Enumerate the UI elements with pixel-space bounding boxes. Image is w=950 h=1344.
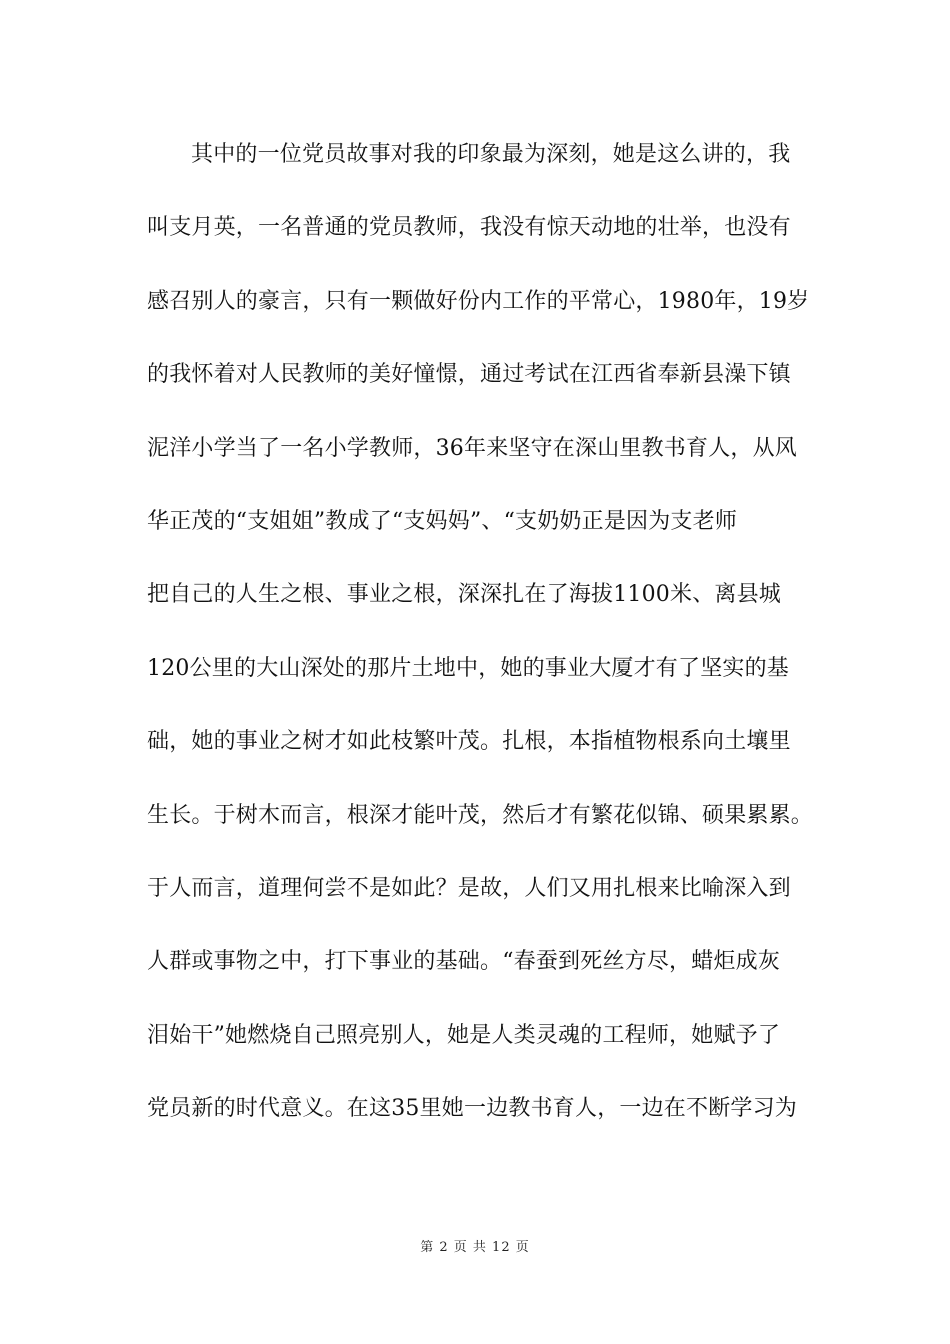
text-line: 120公里的大山深处的那片土地中，她的事业大厦才有了坚实的基 bbox=[147, 655, 789, 681]
text-line: 感召别人的豪言，只有一颗做好份内工作的平常心，1980年，19岁 bbox=[147, 288, 810, 314]
text-line: 叫支月英，一名普通的党员教师，我没有惊天动地的壮举，也没有 bbox=[147, 215, 791, 241]
text-line: 其中的一位党员故事对我的印象最为深刻，她是这么讲的，我 bbox=[191, 142, 791, 167]
text-line: 础，她的事业之树才如此枝繁叶茂。扎根，本指植物根系向土壤里 bbox=[147, 729, 791, 755]
text-line: 生长。于树木而言，根深才能叶茂，然后才有繁花似锦、硕果累累。 bbox=[147, 802, 814, 828]
body-paragraph bbox=[147, 132, 817, 1159]
text-line: 泪始干”她燃烧自己照亮别人，她是人类灵魂的工程师，她赋予了 bbox=[147, 1022, 781, 1048]
text-line: 泥洋小学当了一名小学教师，36年来坚守在深山里教书育人，从风 bbox=[147, 435, 797, 461]
text-line: 人群或事物之中，打下事业的基础。“春蚕到死丝方尽，蜡炬成灰 bbox=[147, 949, 781, 975]
page-number-footer: 第 2 页 共 12 页 bbox=[420, 1240, 530, 1255]
text-line: 把自己的人生之根、事业之根，深深扎在了海拔1100米、离县城 bbox=[147, 582, 781, 608]
text-line: 华正茂的“支姐姐”教成了“支妈妈”、“支奶奶正是因为支老师 bbox=[147, 508, 738, 534]
text-line: 党员新的时代意义。在这35里她一边教书育人，一边在不断学习为 bbox=[147, 1096, 797, 1122]
text-line: 的我怀着对人民教师的美好憧憬，通过考试在江西省奉新县澡下镇 bbox=[147, 362, 791, 388]
text-line: 于人而言，道理何尝不是如此？是故，人们又用扎根来比喻深入到 bbox=[147, 875, 791, 901]
